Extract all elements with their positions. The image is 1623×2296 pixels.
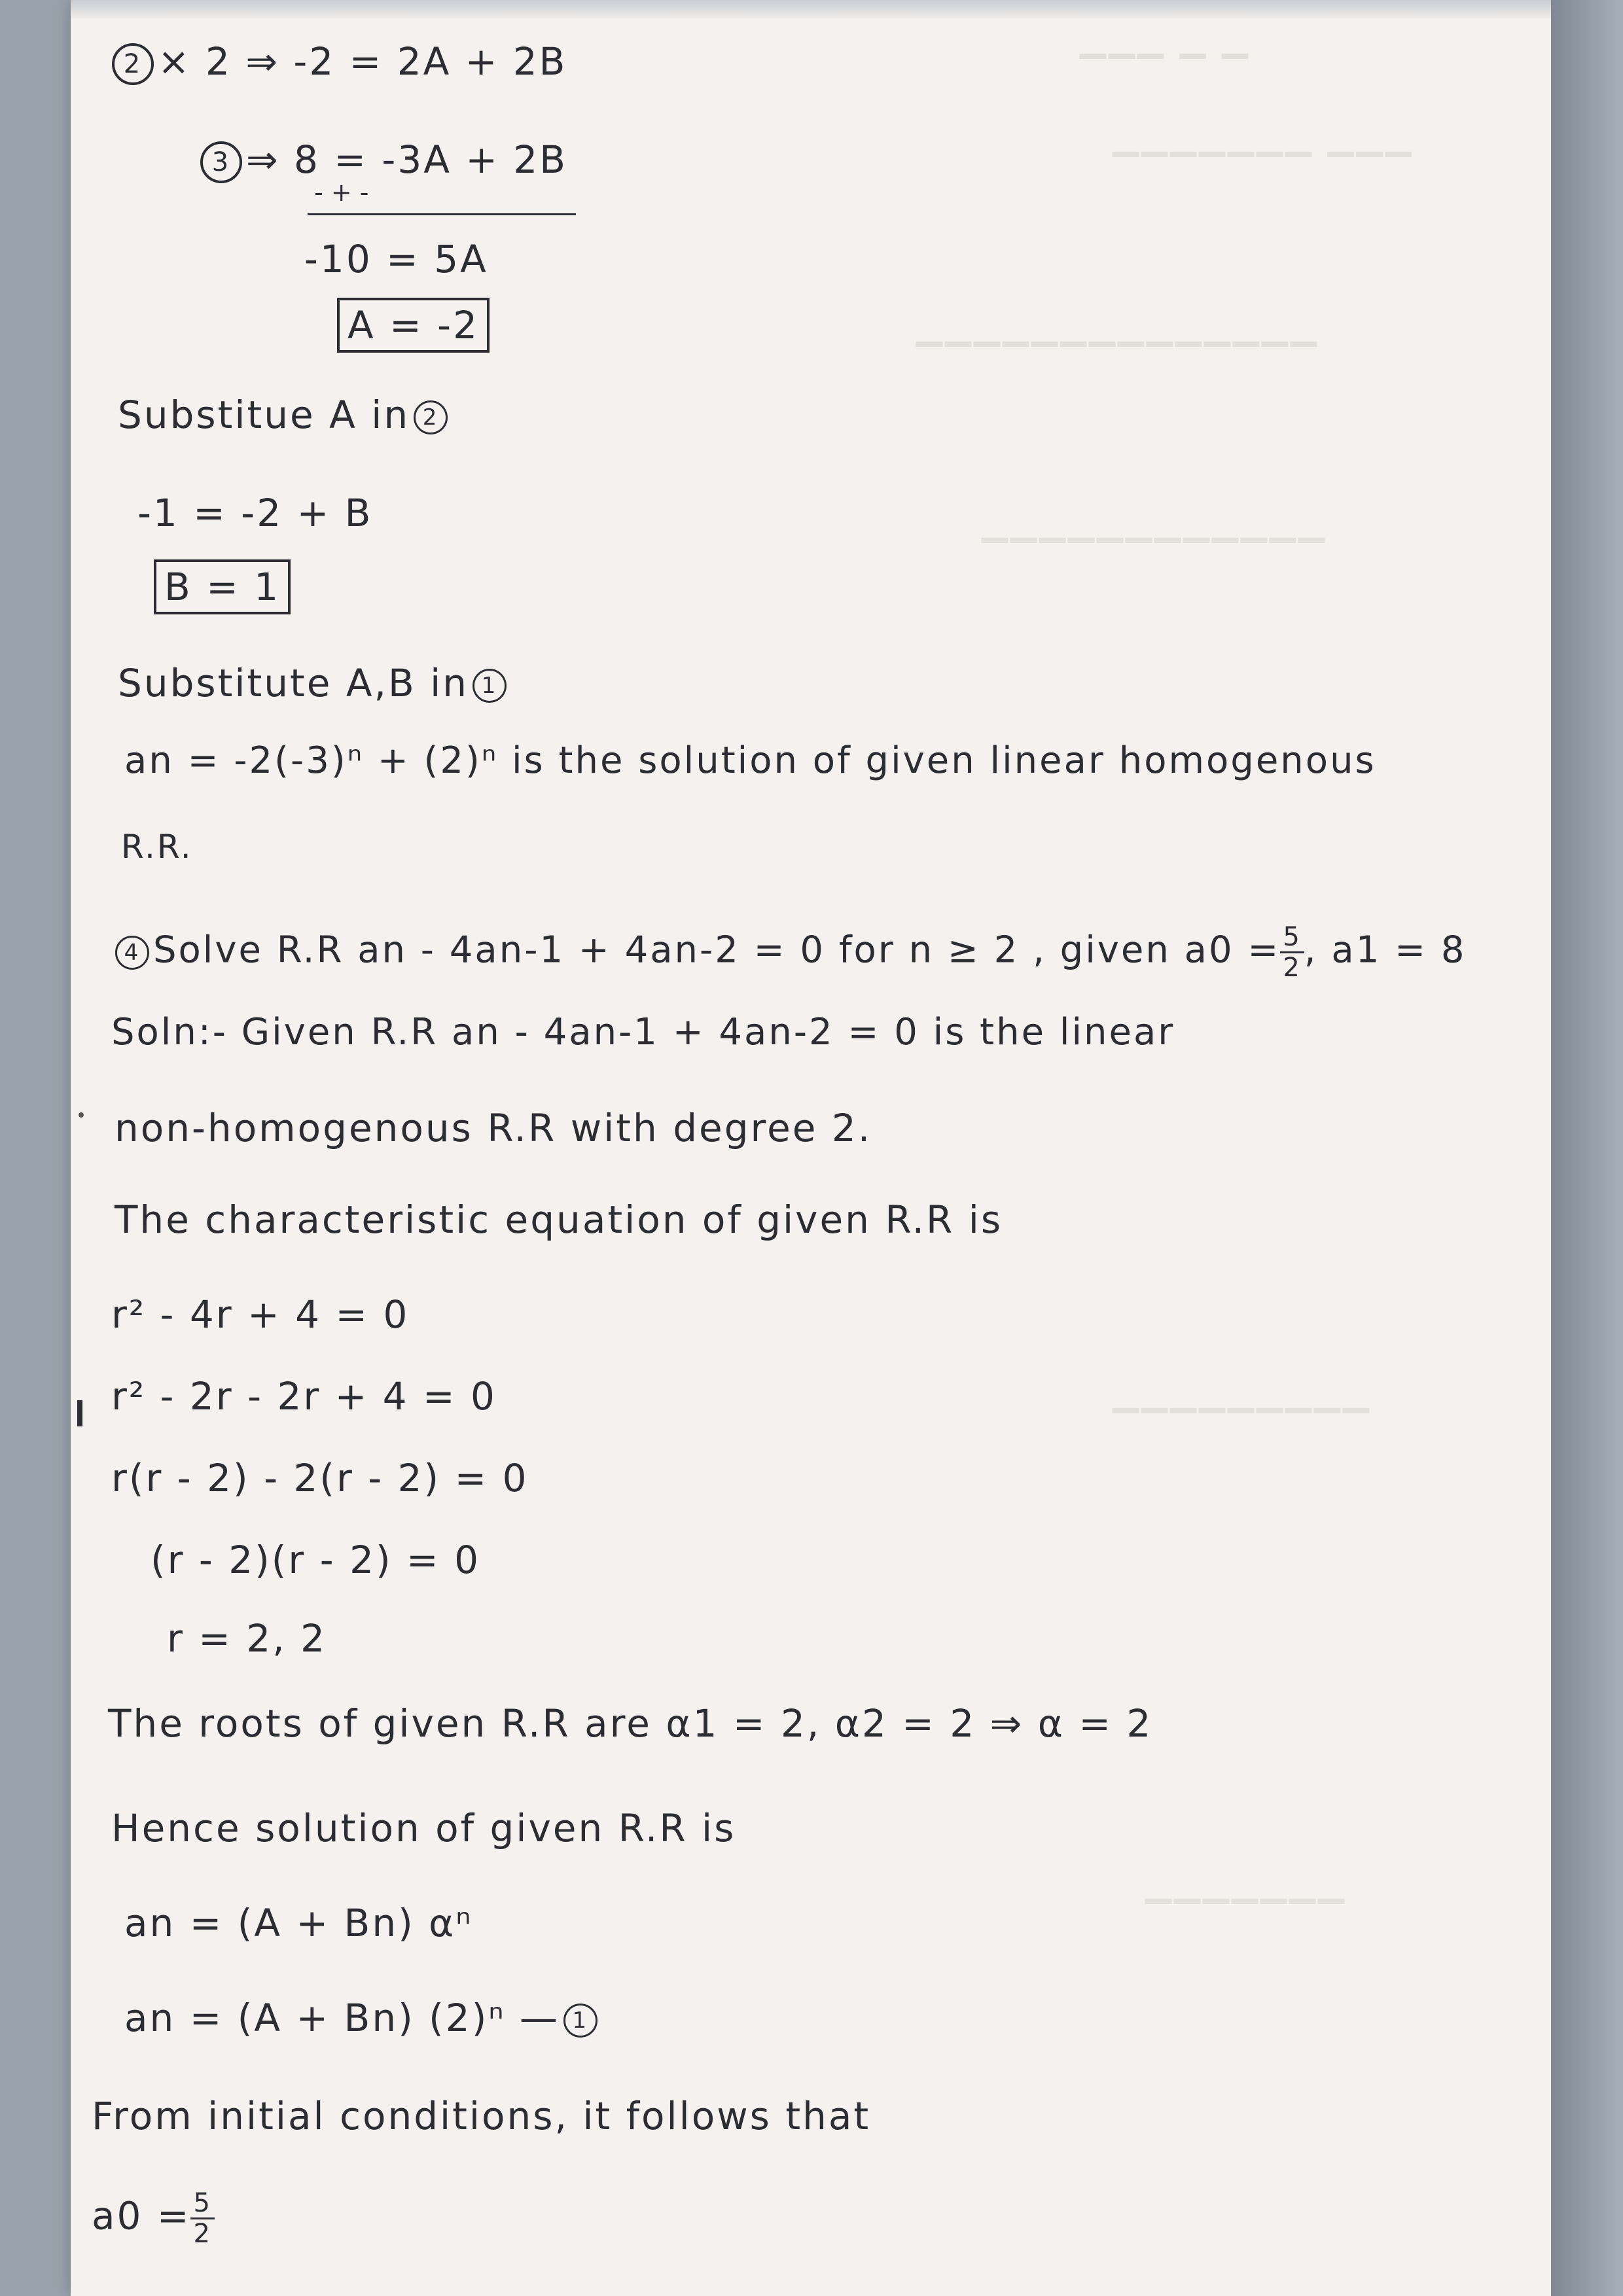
equation-text: ⇒ 8 = -3A + 2B	[246, 137, 568, 182]
page-top-edge	[71, 0, 1551, 18]
equation-text: a0 =	[92, 2193, 191, 2238]
equation-line: -10 = 5A	[304, 237, 488, 281]
equation-line: r = 2, 2	[167, 1616, 327, 1661]
fraction	[190, 2189, 214, 2248]
text-line: Soln:- Given R.R an - 4an-1 + 4an-2 = 0 is the linear	[111, 1011, 1175, 1053]
equation-line	[92, 2189, 215, 2248]
margin-mark	[77, 1400, 82, 1426]
equation-line: r² - 4r + 4 = 0	[111, 1292, 410, 1337]
subtraction-signs: - + -	[314, 178, 369, 207]
equation-text: an = (A + Bn) (2)ⁿ —	[124, 1996, 560, 2040]
text-line: non-homogenous R.R with degree 2.	[115, 1106, 872, 1150]
text: Substitute A,B in	[118, 661, 469, 705]
fraction	[1280, 923, 1304, 982]
bleed-through-text: ▁▁▁▁▁▁▁▁▁▁▁▁	[982, 504, 1327, 543]
bleed-through-text: ▁▁▁ ▁ ▁	[1080, 20, 1251, 59]
subtraction-rule	[308, 213, 576, 215]
equation-line: r(r - 2) - 2(r - 2) = 0	[111, 1456, 529, 1500]
fraction-numerator: 5	[1280, 923, 1304, 953]
text-line: an = -2(-3)ⁿ + (2)ⁿ is the solution of given linear homogenous	[124, 739, 1376, 782]
circled-number: 1	[473, 669, 507, 703]
background-edge	[1551, 0, 1623, 2296]
equation-line	[196, 137, 567, 183]
text-line	[118, 393, 452, 437]
text: Solve R.R an - 4an-1 + 4an-2 = 0 for n ≥ 2 , given a0 =	[153, 928, 1281, 972]
equation-text: × 2 ⇒ -2 = 2A + 2B	[158, 39, 567, 84]
text: , a1 = 8	[1304, 928, 1467, 972]
fraction-denominator: 2	[193, 2219, 212, 2249]
text-line	[118, 661, 510, 705]
boxed-result-a: A = -2	[337, 298, 490, 353]
margin-dot	[79, 1112, 84, 1118]
fraction-numerator: 5	[190, 2189, 214, 2219]
text-line: The characteristic equation of given R.R is	[115, 1197, 1003, 1242]
circled-number: 2	[112, 43, 154, 85]
circled-number: 1	[563, 2004, 597, 2038]
boxed-result-b: B = 1	[154, 559, 291, 614]
fraction-denominator: 2	[1283, 953, 1302, 983]
equation-line	[124, 1996, 601, 2040]
circled-number: 2	[414, 400, 448, 434]
bleed-through-text: ▁▁▁▁▁▁▁	[1145, 1865, 1347, 1904]
circled-number: 4	[115, 936, 149, 970]
equation-line	[108, 39, 567, 85]
bleed-through-text: ▁▁▁▁▁▁▁▁▁▁▁▁▁▁	[916, 308, 1319, 347]
equation-line: (r - 2)(r - 2) = 0	[151, 1538, 480, 1582]
problem-line	[111, 923, 1467, 982]
circled-number: 3	[200, 141, 242, 183]
text-line: The roots of given R.R are α1 = 2, α2 = 2 ⇒ α = 2	[108, 1701, 1153, 1746]
text-line: From initial conditions, it follows that	[92, 2094, 871, 2138]
equation-line: r² - 2r - 2r + 4 = 0	[111, 1374, 497, 1419]
bleed-through-text: ▁▁▁▁▁▁▁▁▁	[1113, 1374, 1372, 1413]
text: Substitue A in	[118, 393, 410, 437]
equation-line: -1 = -2 + B	[137, 491, 373, 535]
text-line: Hence solution of given R.R is	[111, 1806, 736, 1850]
bleed-through-text: ▁▁▁▁▁▁▁ ▁▁▁	[1113, 118, 1414, 157]
text-line: R.R.	[121, 828, 193, 866]
equation-line: an = (A + Bn) αⁿ	[124, 1901, 473, 1945]
